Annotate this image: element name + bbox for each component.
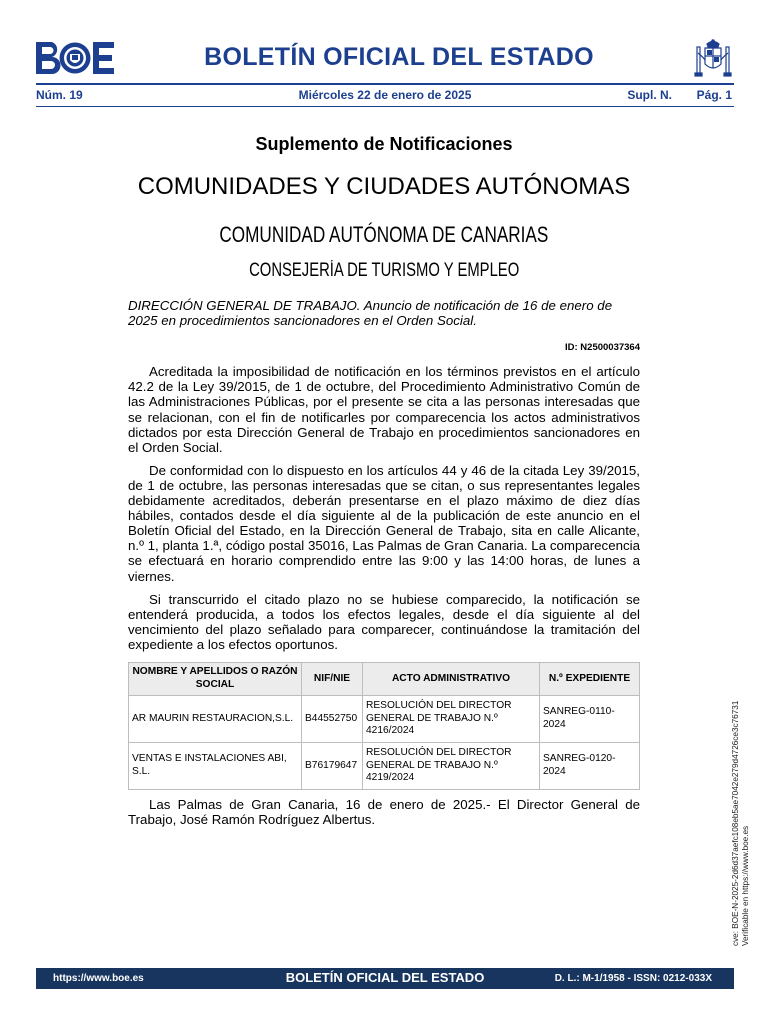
supplement-title: Suplemento de Notificaciones	[255, 134, 513, 154]
issue-date: Miércoles 22 de enero de 2025	[298, 88, 472, 102]
community-title-text: COMUNIDAD AUTÓNOMA DE CANARIAS	[219, 222, 549, 247]
header-metadata	[36, 88, 734, 104]
announcement-intro: DIRECCIÓN GENERAL DE TRABAJO. Anuncio de notificación de 16 de enero de 2025 en procedimientos sancionadores en el Orden Social.	[128, 298, 613, 329]
footer-url-link[interactable]: https://www.boe.es	[53, 973, 144, 984]
footer-bar	[36, 968, 734, 989]
column-header-act: ACTO ADMINISTRATIVO	[363, 662, 540, 695]
table-row	[129, 695, 640, 742]
cell-act: RESOLUCIÓN DEL DIRECTOR GENERAL DE TRABAJO N.º 4216/2024	[363, 695, 540, 742]
column-header-nif: NIF/NIE	[302, 662, 363, 695]
cell-file: SANREG-0110-2024	[540, 695, 640, 742]
header-rule-top	[36, 83, 734, 85]
boe-logo	[36, 42, 114, 74]
paragraph: Si transcurrido el citado plazo no se hubiese comparecido, la notificación se entenderá producida, a todos los efectos legales, desde el día siguiente al del vencimiento del plazo señalado para comparecer, continuándose la tramitación del expediente a los efectos oportunos.	[128, 591, 640, 652]
footer-title: BOLETÍN OFICIAL DEL ESTADO	[285, 970, 485, 985]
community-title	[0, 222, 768, 248]
column-header-file: N.º EXPEDIENTE	[540, 662, 640, 695]
section-title: COMUNIDADES Y CIUDADES AUTÓNOMAS	[137, 173, 631, 200]
issue-number: Núm. 19	[36, 88, 83, 102]
cell-file: SANREG-0120-2024	[540, 742, 640, 789]
cell-nif: B76179647	[302, 742, 363, 789]
document-id: ID: N2500037364	[565, 342, 640, 354]
cve-code: cve: BOE-N-2025-2d6d37aefc108eb5ae7042e279d4726ce3c76731	[731, 700, 740, 946]
masthead-title: BOLETÍN OFICIAL DEL ESTADO	[204, 43, 594, 71]
footer-legal: D. L.: M-1/1958 - ISSN: 0212-033X	[554, 973, 712, 984]
paragraph: Acreditada la imposibilidad de notificación en los términos previstos en el artículo 42.2 de la Ley 39/2015, de 1 de octubre, del Procedimiento Administrativo Común de las Administraciones Públicas, por el presente se cita a las personas interesadas que se relacionan, con el fin de notificarles por comparecencia los actos administrativos dictados por esta Dirección General de Trabajo en procedimientos sancionadores en el Orden Social.	[128, 364, 640, 455]
page-number: Pág. 1	[696, 88, 732, 102]
cell-act: RESOLUCIÓN DEL DIRECTOR GENERAL DE TRABAJO N.º 4219/2024	[363, 742, 540, 789]
column-header-name: NOMBRE Y APELLIDOS O RAZÓN SOCIAL	[129, 662, 302, 695]
header-rule-bottom	[36, 106, 734, 107]
recipients-table	[128, 662, 640, 790]
verification-sidebar	[731, 700, 751, 946]
announcement	[128, 298, 640, 840]
verification-link[interactable]: Verificable en https://www.boe.es	[741, 825, 750, 946]
cell-nif: B44552750	[302, 695, 363, 742]
cell-name: VENTAS E INSTALACIONES ABI, S.L.	[129, 742, 302, 789]
supplement-label: Supl. N.	[627, 88, 672, 102]
ministry-title	[0, 260, 768, 282]
paragraph: De conformidad con lo dispuesto en los artículos 44 y 46 de la citada Ley 39/2015, de 1 de octubre, las personas interesadas que se citan, o sus representantes legales debidamente acreditados, deberán presentarse en el plazo máximo de diez días hábiles, contados desde el día siguiente al de la publicación de este anuncio en el Boletín Oficial del Estado, en la Dirección General de Trabajo, sita en calle Alicante, n.º 1, planta 1.ª, código postal 35016, Las Palmas de Gran Canaria. La comparecencia se efectuará en horario comprendido entre las 9:00 y las 14:00 horas, de lunes a viernes.	[128, 462, 640, 584]
table-row	[129, 742, 640, 789]
coat-of-arms-icon	[692, 38, 734, 80]
ministry-title-text: CONSEJERÍA DE TURISMO Y EMPLEO	[248, 260, 520, 281]
signature: Las Palmas de Gran Canaria, 16 de enero de 2025.- El Director General de Trabajo, José Ramón Rodríguez Albertus.	[128, 796, 640, 828]
table-header-row	[129, 662, 640, 695]
cell-name: AR MAURIN RESTAURACION,S.L.	[129, 695, 302, 742]
